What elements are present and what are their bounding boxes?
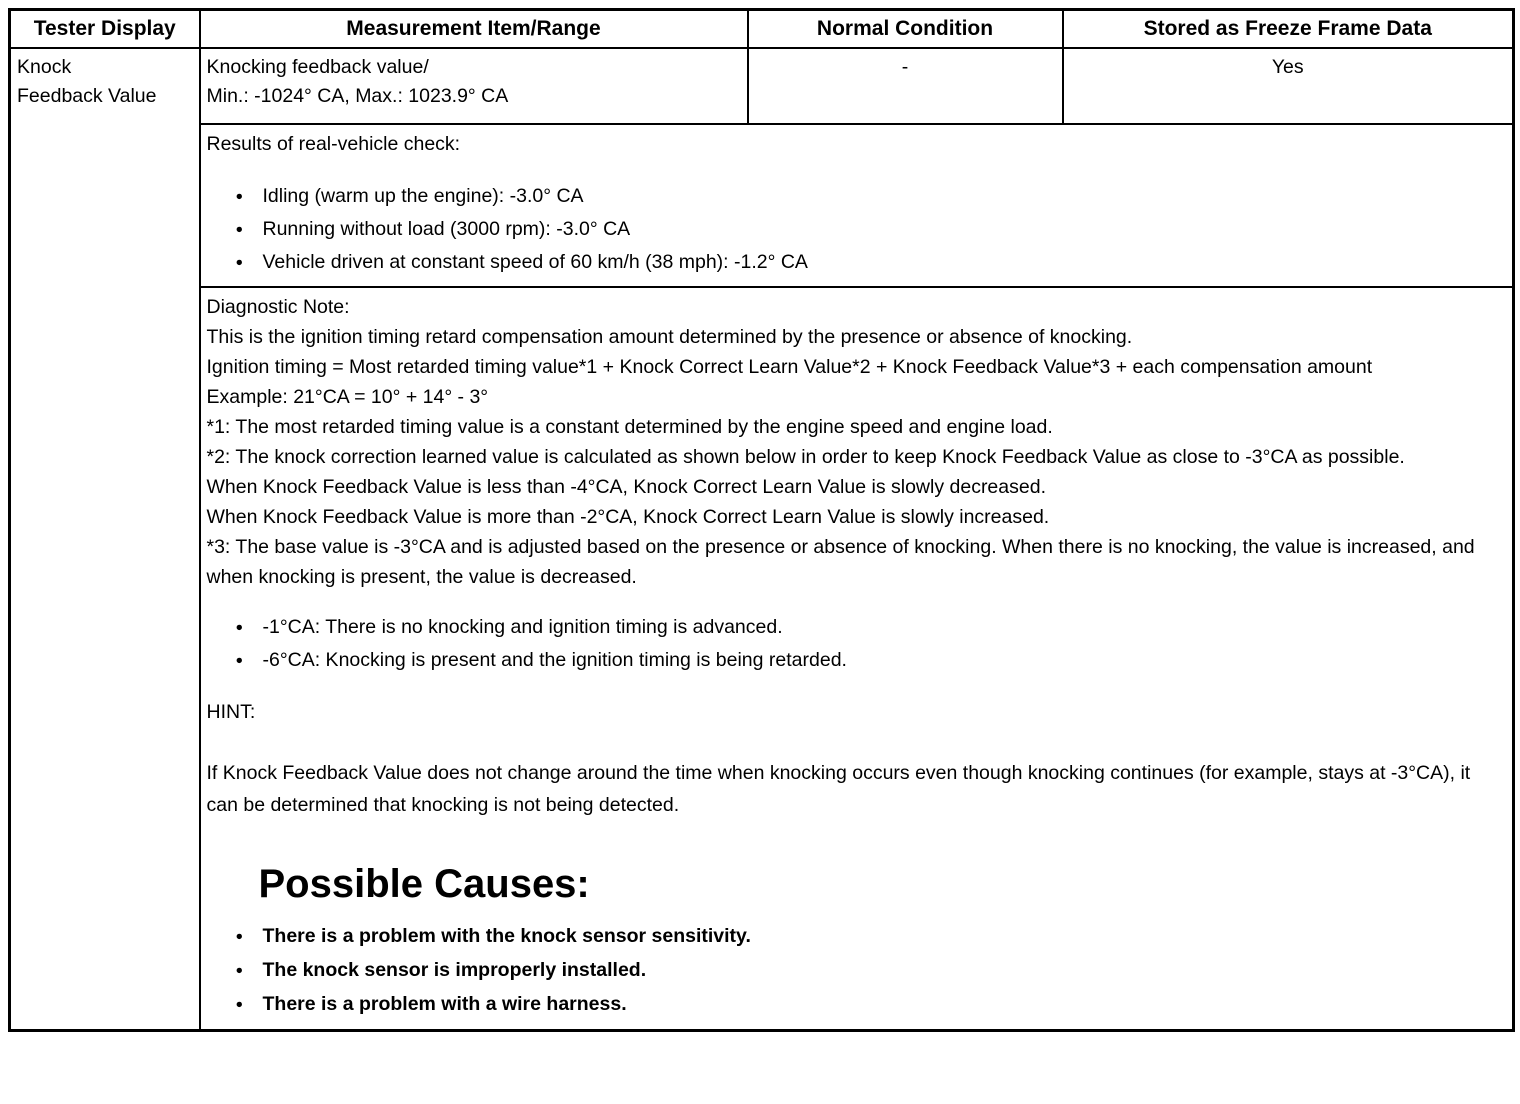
results-title: Results of real-vehicle check: bbox=[206, 132, 461, 155]
measurement-line1: Knocking feedback value/ bbox=[206, 55, 429, 78]
possible-causes-list bbox=[207, 923, 1507, 1017]
diagnostic-footnote-2: *2: The knock correction learned value is calculated as shown below in order to keep Knock Feedback Value as close to -3°CA as possible. bbox=[206, 445, 1405, 468]
diagnostic-paragraph-1: This is the ignition timing retard compensation amount determined by the presence or absence of knocking. bbox=[206, 325, 1133, 348]
measurement-line2: Min.: -1024° CA, Max.: 1023.9° CA bbox=[206, 84, 509, 107]
col-header-tester-display: Tester Display bbox=[10, 10, 200, 48]
diagnostic-row bbox=[10, 287, 1514, 1031]
col-header-measurement-item-range: Measurement Item/Range bbox=[200, 10, 748, 48]
diagnostic-paragraph-example: Example: 21°CA = 10° + 14° - 3° bbox=[206, 385, 489, 408]
results-bullet-idling: ● Idling (warm up the engine): -3.0° CA bbox=[263, 183, 1507, 209]
diagnostic-paragraph-2: Ignition timing = Most retarded timing value*1 + Knock Correct Learn Value*2 + Knock Feedback Value*3 + each compensation amount bbox=[206, 355, 1373, 378]
diagnostic-note-cell bbox=[200, 287, 1514, 1031]
measurement-row bbox=[10, 48, 1514, 124]
diagnostic-note-title: Diagnostic Note: bbox=[206, 295, 350, 318]
normal-condition-cell: - bbox=[748, 48, 1063, 124]
results-bullet-no-load: ● Running without load (3000 rpm): -3.0° CA bbox=[263, 216, 1507, 242]
cause-sensor-installation: ● The knock sensor is improperly installed. bbox=[263, 957, 1507, 983]
possible-causes-title: Possible Causes: bbox=[258, 861, 590, 906]
diagnostic-bullet-retarded: ● -6°CA: Knocking is present and the ignition timing is being retarded. bbox=[263, 647, 1507, 673]
cause-wire-harness: ● There is a problem with a wire harness. bbox=[263, 991, 1507, 1017]
col-header-normal-condition: Normal Condition bbox=[748, 10, 1063, 48]
diagnostic-bullet-advanced: ● -1°CA: There is no knocking and ignition timing is advanced. bbox=[263, 614, 1507, 640]
diagnostic-data-table bbox=[8, 8, 1515, 1032]
col-header-freeze-frame: Stored as Freeze Frame Data bbox=[1063, 10, 1514, 48]
diagnostic-rule-increase: When Knock Feedback Value is more than -2°CA, Knock Correct Learn Value is slowly increased. bbox=[206, 505, 1050, 528]
hint-label: HINT: bbox=[206, 700, 256, 723]
diagnostic-bullet-list bbox=[207, 614, 1507, 673]
diagnostic-rule-decrease: When Knock Feedback Value is less than -4°CA, Knock Correct Learn Value is slowly decreased. bbox=[206, 475, 1046, 498]
tester-display-line2: Feedback Value bbox=[17, 84, 157, 107]
hint-text: If Knock Feedback Value does not change around the time when knocking occurs even though knocking continues (for example, stays at -3°CA), it can be determined that knocking is not being detected. bbox=[206, 761, 1471, 816]
measurement-item-range-cell bbox=[200, 48, 748, 124]
diagnostic-footnote-1: *1: The most retarded timing value is a constant determined by the engine speed and engine load. bbox=[206, 415, 1053, 438]
cause-knock-sensor-sensitivity: ● There is a problem with the knock sensor sensitivity. bbox=[263, 923, 1507, 949]
tester-display-cell bbox=[10, 48, 200, 1031]
results-bullet-list bbox=[207, 183, 1507, 275]
diagnostic-footnote-3: *3: The base value is -3°CA and is adjusted based on the presence or absence of knocking. When there is no knocking, the value is increased, and when knocking is present, the value is decreased. bbox=[206, 535, 1475, 588]
tester-display-line1: Knock bbox=[17, 55, 72, 78]
freeze-frame-cell: Yes bbox=[1063, 48, 1514, 124]
results-row bbox=[10, 124, 1514, 287]
table-header-row bbox=[10, 10, 1514, 48]
real-vehicle-check-cell bbox=[200, 124, 1514, 287]
results-bullet-constant-speed: ● Vehicle driven at constant speed of 60 km/h (38 mph): -1.2° CA bbox=[263, 249, 1507, 275]
